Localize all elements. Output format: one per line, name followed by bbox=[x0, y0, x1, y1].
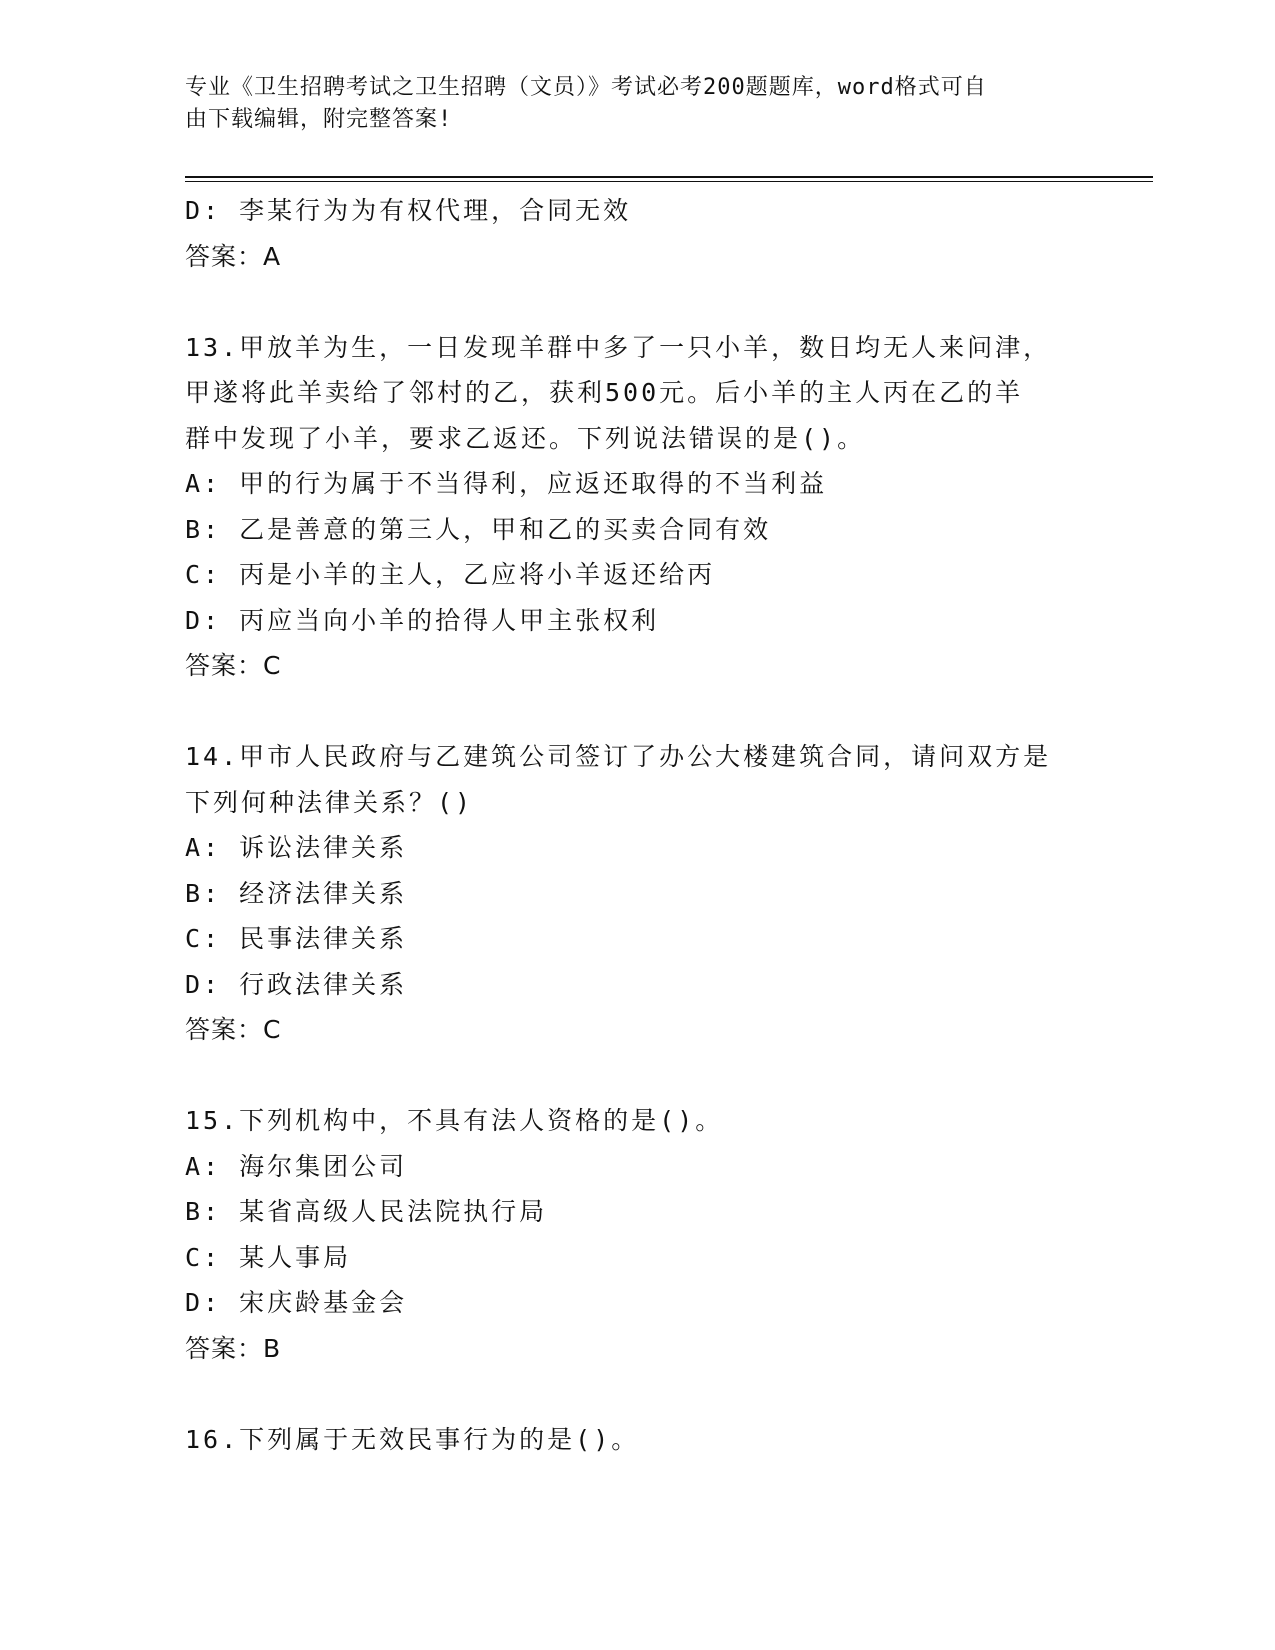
question-stem-line: 群中发现了小羊，要求乙返还。下列说法错误的是()。 bbox=[185, 423, 866, 453]
option-c: C: 某人事局 bbox=[185, 1242, 352, 1272]
option-b: B: 乙是善意的第三人，甲和乙的买卖合同有效 bbox=[185, 514, 772, 544]
answer-line: 答案：B bbox=[185, 1333, 282, 1363]
option-b: B: 经济法律关系 bbox=[185, 878, 408, 908]
question-stem-line: 下列何种法律关系？() bbox=[185, 787, 474, 817]
option-c: C: 民事法律关系 bbox=[185, 924, 408, 953]
question-13 bbox=[185, 325, 1085, 689]
question-stem-line: 15.下列机构中，不具有法人资格的是()。 bbox=[185, 1106, 724, 1135]
question-stem-line: 13.甲放羊为生，一日发现羊群中多了一只小羊，数日均无人来问津， bbox=[185, 332, 1052, 362]
question-stem-line: 16.下列属于无效民事行为的是()。 bbox=[185, 1424, 640, 1454]
page-header bbox=[185, 72, 1085, 136]
option-a: A: 海尔集团公司 bbox=[185, 1151, 408, 1181]
answer-line: 答案：A bbox=[185, 241, 282, 271]
option-d: D: 丙应当向小羊的拾得人甲主张权利 bbox=[185, 605, 660, 635]
header-rule-thick bbox=[185, 176, 1153, 178]
question-16 bbox=[185, 1417, 1085, 1463]
option-c: C: 丙是小羊的主人，乙应将小羊返还给丙 bbox=[185, 560, 716, 589]
header-line-2: 由下载编辑，附完整答案! bbox=[185, 107, 453, 132]
answer-line: 答案：C bbox=[185, 651, 282, 680]
question-list bbox=[185, 188, 1085, 1462]
option-d: D: 宋庆龄基金会 bbox=[185, 1288, 408, 1317]
header-rule-thin bbox=[185, 181, 1153, 182]
question-stem-line: 14.甲市人民政府与乙建筑公司签订了办公大楼建筑合同，请问双方是 bbox=[185, 742, 1052, 771]
option-d: D: 李某行为为有权代理，合同无效 bbox=[185, 196, 632, 225]
option-a: A: 诉讼法律关系 bbox=[185, 833, 408, 862]
spacer bbox=[185, 1053, 1085, 1099]
question-stem-line: 甲遂将此羊卖给了邻村的乙，获利500元。后小羊的主人丙在乙的羊 bbox=[185, 378, 1024, 407]
option-a: A: 甲的行为属于不当得利，应返还取得的不当利益 bbox=[185, 469, 828, 498]
question-14 bbox=[185, 734, 1085, 1053]
option-d: D: 行政法律关系 bbox=[185, 969, 408, 999]
spacer bbox=[185, 279, 1085, 325]
question-15 bbox=[185, 1098, 1085, 1371]
header-line-1: 专业《卫生招聘考试之卫生招聘（文员）》考试必考200题题库，word格式可自 bbox=[185, 75, 987, 100]
spacer bbox=[185, 1371, 1085, 1417]
option-b: B: 某省高级人民法院执行局 bbox=[185, 1197, 548, 1226]
answer-line: 答案：C bbox=[185, 1015, 282, 1044]
spacer bbox=[185, 689, 1085, 735]
